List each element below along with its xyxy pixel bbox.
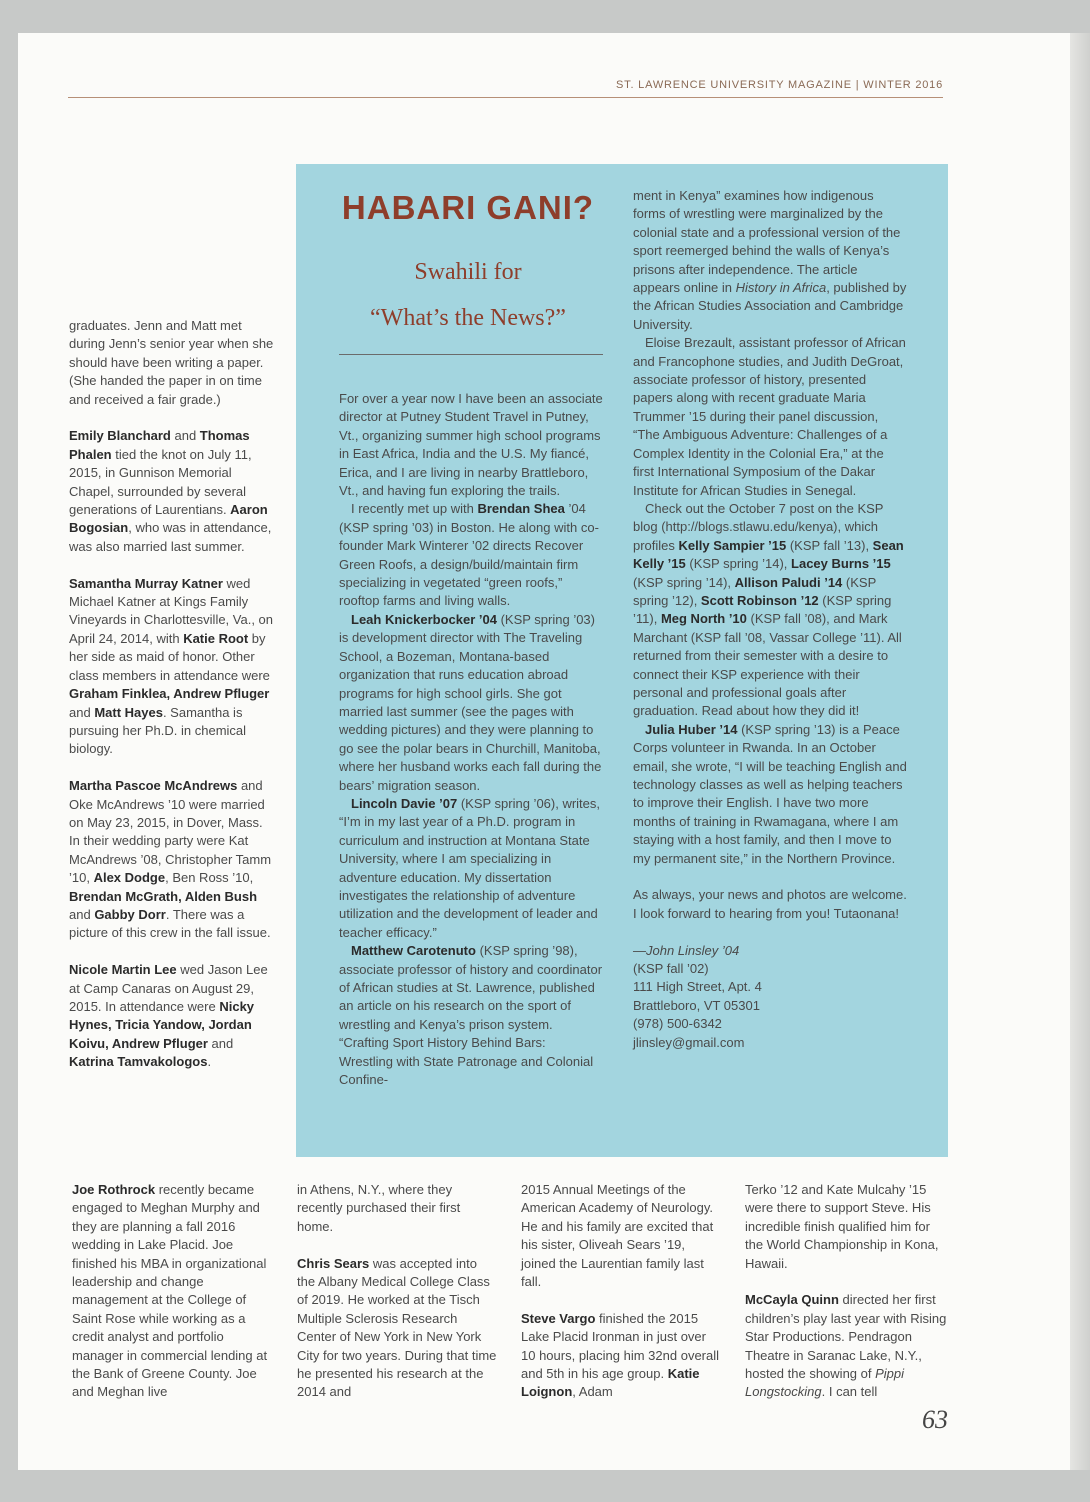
paragraph — [521, 1310, 721, 1402]
scan-edge-shadow — [1070, 33, 1090, 1470]
header-rule — [68, 97, 943, 98]
sidebar-subhead — [318, 249, 618, 341]
name: Sean Kelly ’15 — [633, 537, 904, 572]
signature-ksp: (KSP fall ’02) — [633, 961, 709, 977]
text: I recently met up with — [351, 501, 478, 517]
text: and — [69, 704, 95, 720]
text: directed her first children’s play last year with Rising Star Productions. Pendragon Theatre in Saranac Lake, N.Y., hosted the showing of — [745, 1292, 947, 1382]
bottom-column-4 — [745, 1181, 950, 1402]
paragraph — [339, 500, 603, 610]
running-header — [68, 79, 943, 99]
text: . Samantha is pursuing her Ph.D. in chemical biology. — [69, 704, 247, 757]
name: Thomas Phalen — [69, 428, 250, 462]
name: Lincoln Davie ’07 — [351, 795, 458, 811]
text: and — [170, 428, 200, 444]
text: (KSP spring ’03) is development director with The Traveling School, a Bozeman, Montana-based organization that runs education abroad programs for high school girls. She got married last summer (see the pages with wedding pictures) and they were planning to go see the polar bears in Churchill, Manitoba, where her husband works each fall during the bears’ migration season. — [339, 611, 602, 793]
paragraph — [339, 611, 603, 795]
paragraph — [297, 1255, 497, 1402]
name: Kelly Sampier ’15 — [678, 537, 787, 553]
paragraph — [339, 795, 603, 942]
paragraph: in Athens, N.Y., where they recently purchased their first home. — [297, 1182, 461, 1234]
magazine-title: ST. LAWRENCE UNIVERSITY MAGAZINE — [616, 79, 852, 91]
name: Emily Blanchard — [69, 428, 171, 444]
signature-street: 111 High Street, Apt. 4 — [633, 979, 762, 995]
paragraph — [633, 721, 908, 868]
paragraph — [69, 777, 275, 943]
name: Katrina Tamvakologos — [69, 1054, 208, 1070]
name: Martha Pascoe McAndrews — [69, 778, 238, 794]
text: . There was a picture of this crew in the fall issue. — [69, 906, 271, 941]
sidebar-headline: HABARI GANI? — [341, 189, 595, 226]
paragraph — [633, 500, 908, 721]
text: . — [207, 1054, 212, 1070]
text: . I can tell — [821, 1384, 878, 1400]
name: Katie Loignon — [521, 1366, 700, 1400]
name: Allison Paludi ’14 — [734, 574, 843, 590]
text: (KSP spring ’12), — [633, 574, 876, 608]
publication-title: History in Africa — [735, 280, 827, 296]
left-column — [69, 317, 275, 1072]
name: Katie Root — [183, 630, 249, 646]
page-number: 63 — [922, 1405, 948, 1434]
bottom-column-2 — [297, 1181, 497, 1402]
name: Lacey Burns ’15 — [791, 556, 891, 572]
name: Graham Finklea, Andrew Pfluger — [69, 686, 270, 702]
paragraph — [69, 961, 275, 1071]
box-column-2 — [633, 187, 908, 1052]
name: Brendan Shea — [477, 501, 565, 517]
sidebar-rule — [339, 354, 603, 355]
name: Leah Knickerbocker ’04 — [351, 611, 497, 627]
text: , who was in attendance, was also married last summer. — [69, 520, 272, 554]
paragraph: 2015 Annual Meetings of the American Academy of Neurology. He and his family are excited that his sister, Oliveah Sears ’19, joined the Laurentian family last fall. — [521, 1182, 714, 1290]
text: (KSP spring ’98), associate professor of history and coordinator of African studies at St. Lawrence, published an article on his research on the sport of wrestling and Kenya’s prison system. “Crafting Sport History Behind Bars: Wrestling with State Patronage and Colonial Confine- — [339, 943, 603, 1088]
text: , Ben Ross ’10, — [165, 870, 254, 886]
text: (KSP spring ’06), writes, “I’m in my last year of a Ph.D. program in curriculum and instruction at Montana State University, where I am specializing in adventure education. My dissertation investigates the relationship of adventure utilization and the development of leader and teacher efficacy.” — [339, 795, 601, 940]
name: Meg North ’10 — [660, 611, 747, 627]
paragraph — [69, 427, 275, 556]
name: Aaron Bogosian — [69, 502, 268, 536]
bottom-column-3 — [521, 1181, 721, 1402]
signature-name: —John Linsley ’04 — [633, 942, 740, 958]
signature-block — [633, 942, 908, 1052]
name: Matthew Carotenuto — [351, 943, 476, 959]
name: McCayla Quinn — [745, 1292, 839, 1308]
paragraph: Eloise Brezault, assistant professor of African and Francophone studies, and Judith DeGroat, associate professor of history, presented papers along with recent graduate Maria Trummer ’15 during their panel discussion, “The Ambiguous Adventure: Challenges of a Complex Identity in the Colonial Era,” at the first International Symposium of the Dakar Institute for African Studies in Senegal. — [633, 335, 906, 498]
paragraph — [745, 1291, 950, 1401]
text: ment in Kenya” examines how indigenous forms of wrestling were marginalized by the colonial state and a professional version of the sport reemerged behind the walls of Kenya’s prisons after independence. The article appears online in — [633, 188, 901, 296]
name: Julia Huber ’14 — [645, 721, 738, 737]
name: Nicky Hynes, Tricia Yandow, Jordan Koivu, Andrew Pfluger — [69, 998, 255, 1051]
text: , published by the African Studies Association and Cambridge University. — [633, 280, 907, 332]
text: finished the 2015 Lake Placid Ironman in just over 10 hours, placing him 32nd overall and 5th in his age group. — [521, 1310, 720, 1382]
name: Scott Robinson ’12 — [700, 592, 819, 608]
text: (KSP spring ’14), — [633, 574, 735, 590]
subhead-line: Swahili for — [414, 259, 522, 285]
paragraph: As always, your news and photos are welcome. I look forward to hearing from you! Tutaonana! — [633, 887, 907, 921]
signature-phone: (978) 500-6342 — [633, 1016, 722, 1032]
bottom-column-1 — [72, 1181, 278, 1402]
text: was accepted into the Albany Medical College Class of 2019. He worked at the Tisch Multiple Sclerosis Research Center of New York in New York City for two years. During that time he presented his research at the 2014 and — [297, 1255, 497, 1400]
text: (KSP spring ’13) is a Peace Corps volunteer in Rwanda. In an October email, she wrote, “I will be teaching English and technology classes as well as helping teachers to improve their English. I have two more months of training in Rwamagana, where I am staying with a host family, and then I move to my permanent site,” in the Northern Province. — [633, 721, 907, 866]
play-title: Pippi Longstocking — [745, 1366, 905, 1400]
text: , Adam — [572, 1384, 613, 1400]
paragraph — [72, 1181, 278, 1402]
text: Check out the October 7 post on the KSP blog (http://blogs.stlawu.edu/kenya), which profiles — [633, 500, 884, 553]
text: tied the knot on July 11, 2015, in Gunnison Memorial Chapel, surrounded by several generations of Laurentians. — [69, 446, 252, 518]
header-separator: | — [855, 79, 860, 91]
text: recently became engaged to Meghan Murphy and they are planning a fall 2016 wedding in Lake Placid. Joe finished his MBA in organizational leadership and change management at the College of Saint Rose while working as a credit analyst and portfolio manager in commercial lending at the Bank of Greene County. Joe and Meghan live — [72, 1182, 268, 1400]
paragraph — [339, 942, 603, 1089]
paragraph — [633, 187, 908, 334]
name: Joe Rothrock — [72, 1182, 156, 1197]
paragraph: Terko ’12 and Kate Mulcahy ’15 were there to support Steve. His incredible finish qualified him for the World Championship in Kona, Hawaii. — [745, 1182, 939, 1271]
name: Steve Vargo — [521, 1310, 596, 1326]
text: and Oke McAndrews ’10 were married on May 23, 2015, in Dover, Mass. In their wedding party were Kat McAndrews ’08, Christopher Tamm ’10, — [69, 778, 272, 886]
text: (KSP fall ’13), — [786, 537, 873, 553]
text: wed Jason Lee at Camp Canaras on August 29, 2015. In attendance were — [69, 962, 268, 1014]
text: wed Michael Katner at Kings Family Vineyards in Charlottesville, Va., on April 24, 2014, with — [69, 575, 274, 646]
name: Nicole Martin Lee — [69, 962, 177, 978]
text: (KSP spring ’14), — [685, 556, 792, 572]
text: (KSP fall ’08), and Mark Marchant (KSP fall ’08, Vassar College ’11). All returned from their semester with a desire to connect their KSP experience with their personal and professional goals after graduation. Read about how they did it! — [633, 611, 902, 719]
name: Brendan McGrath, Alden Bush — [69, 888, 258, 904]
name: Chris Sears — [297, 1255, 370, 1271]
text: and — [207, 1035, 234, 1051]
box-column-1 — [339, 390, 603, 1089]
name: Gabby Dorr — [94, 906, 166, 922]
name: Alex Dodge — [93, 870, 166, 886]
text: and — [69, 906, 95, 922]
name: Matt Hayes — [94, 704, 163, 720]
text: ’04 (KSP spring ’03) in Boston. He along with co-founder Mark Winterer ’02 directs Recover Green Roofs, a design/build/maintain firm specializing in vegetated “green roofs,” rooftop farms and living walls. — [339, 501, 599, 609]
text: by her side as maid of honor. Other class members in attendance were — [69, 630, 270, 683]
signature-email: jlinsley@gmail.com — [633, 1034, 745, 1050]
signature-city: Brattleboro, VT 05301 — [633, 997, 760, 1013]
paragraph: For over a year now I have been an associate director at Putney Student Travel in Putney, Vt., organizing summer high school programs in East Africa, India and the U.S. My fiancé, Erica, and I are living in nearby Brattleboro, Vt., and having fun exploring the trails. — [339, 391, 603, 499]
paragraph: graduates. Jenn and Matt met during Jenn’s senior year when she should have been writing a paper. (She handed the paper in on time and received a fair grade.) — [69, 318, 274, 407]
magazine-page — [18, 33, 1090, 1470]
issue-label: WINTER 2016 — [863, 79, 943, 91]
text: (KSP spring ’11), — [633, 592, 892, 627]
name: Samantha Murray Katner — [69, 575, 223, 591]
paragraph — [69, 575, 275, 759]
subhead-line: “What’s the News?” — [370, 305, 566, 331]
